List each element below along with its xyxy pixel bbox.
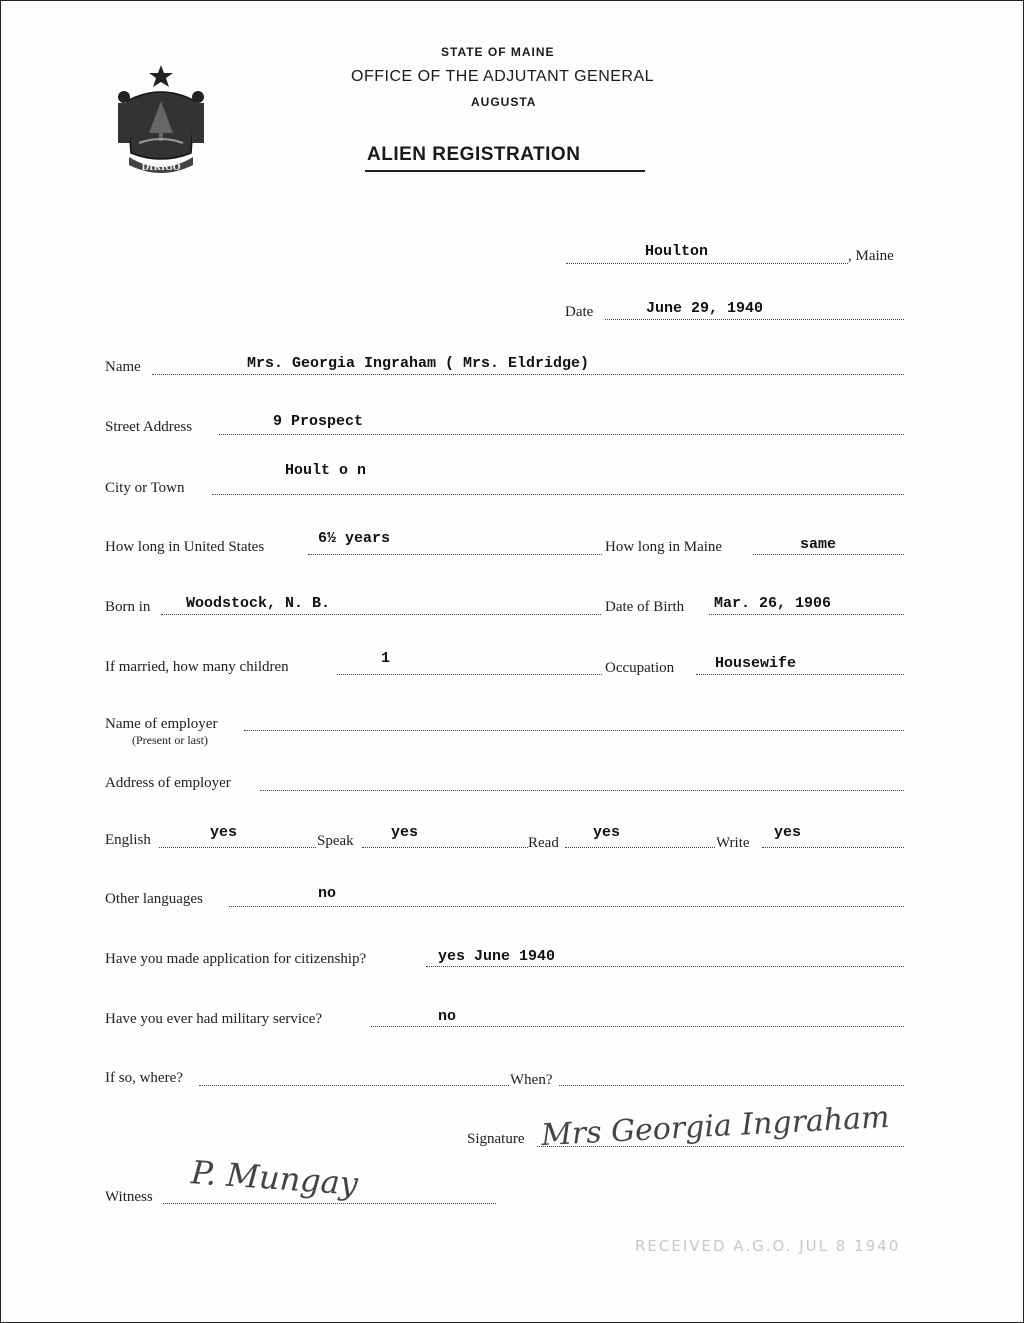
city-line	[212, 494, 904, 495]
write-value: yes	[774, 824, 802, 841]
where-line	[199, 1085, 509, 1086]
occupation-line	[696, 674, 904, 675]
birth-date-line	[709, 614, 904, 615]
office-heading: OFFICE OF THE ADJUTANT GENERAL	[351, 68, 655, 85]
speak-line	[362, 847, 528, 848]
date-line	[605, 319, 904, 320]
read-label: Read	[528, 835, 559, 851]
birth-date-value: Mar. 26, 1906	[714, 595, 832, 612]
children-label: If married, how many children	[105, 659, 289, 675]
other-languages-label: Other languages	[105, 891, 203, 907]
military-label: Have you ever had military service?	[105, 1011, 322, 1027]
born-in-label: Born in	[105, 599, 151, 615]
speak-label: Speak	[317, 833, 354, 849]
witness-signature: P. Mungay	[189, 1153, 360, 1203]
maine-duration-line	[753, 554, 904, 555]
place-value: Houlton	[645, 243, 709, 260]
city-heading: AUGUSTA	[471, 95, 537, 109]
other-languages-line	[229, 906, 904, 907]
witness-line	[163, 1203, 496, 1204]
other-languages-value: no	[318, 885, 337, 902]
signature-value: Mrs Georgia Ingraham	[540, 1099, 891, 1154]
us-duration-line	[308, 554, 602, 555]
maine-duration-label: How long in Maine	[605, 539, 723, 555]
when-label: When?	[510, 1072, 553, 1088]
employer-name-sublabel: (Present or last)	[132, 733, 208, 747]
witness-label: Witness	[105, 1189, 153, 1205]
employer-name-line	[244, 730, 904, 731]
occupation-value: Housewife	[715, 655, 797, 672]
children-line	[337, 674, 602, 675]
employer-name-label: Name of employer	[105, 716, 218, 732]
seal-motto: DIRIGO	[141, 163, 181, 173]
born-in-line	[161, 614, 601, 615]
date-value: June 29, 1940	[646, 300, 764, 317]
us-duration-value: 6½ years	[318, 530, 391, 547]
children-value: 1	[381, 650, 391, 667]
place-suffix: , Maine	[848, 248, 894, 264]
employer-address-label: Address of employer	[105, 775, 231, 791]
name-label: Name	[105, 359, 141, 375]
city-value: Hoult o n	[285, 462, 367, 479]
occupation-label: Occupation	[605, 660, 675, 676]
citizenship-label: Have you made application for citizenship?	[105, 951, 367, 967]
name-line	[152, 374, 904, 375]
signature-label: Signature	[467, 1131, 525, 1147]
street-line	[219, 434, 904, 435]
state-heading: STATE OF MAINE	[441, 45, 555, 59]
street-label: Street Address	[105, 419, 193, 435]
employer-address-line	[260, 790, 904, 791]
write-line	[762, 847, 904, 848]
born-in-value: Woodstock, N. B.	[186, 595, 331, 612]
where-label: If so, where?	[105, 1070, 183, 1086]
maine-duration-value: same	[800, 536, 837, 553]
street-value: 9 Prospect	[273, 413, 364, 430]
name-value: Mrs. Georgia Ingraham ( Mrs. Eldridge)	[247, 355, 590, 372]
title-underline	[365, 170, 645, 172]
write-label: Write	[716, 835, 750, 851]
citizenship-line	[426, 966, 904, 967]
military-line	[371, 1026, 904, 1027]
read-line	[565, 847, 715, 848]
when-line	[559, 1085, 904, 1086]
us-duration-label: How long in United States	[105, 539, 265, 555]
english-label: English	[105, 832, 151, 848]
citizenship-value: yes June 1940	[438, 948, 556, 965]
read-value: yes	[593, 824, 621, 841]
date-label: Date	[565, 304, 594, 320]
military-value: no	[438, 1008, 457, 1025]
place-line	[566, 263, 848, 264]
maine-seal-icon	[109, 61, 213, 179]
form-title: ALIEN REGISTRATION	[367, 144, 581, 165]
birth-date-label: Date of Birth	[605, 599, 685, 615]
received-stamp: RECEIVED A.G.O. JUL 8 1940	[635, 1237, 901, 1255]
speak-value: yes	[391, 824, 419, 841]
english-line	[159, 847, 316, 848]
city-label: City or Town	[105, 480, 185, 496]
english-value: yes	[210, 824, 238, 841]
